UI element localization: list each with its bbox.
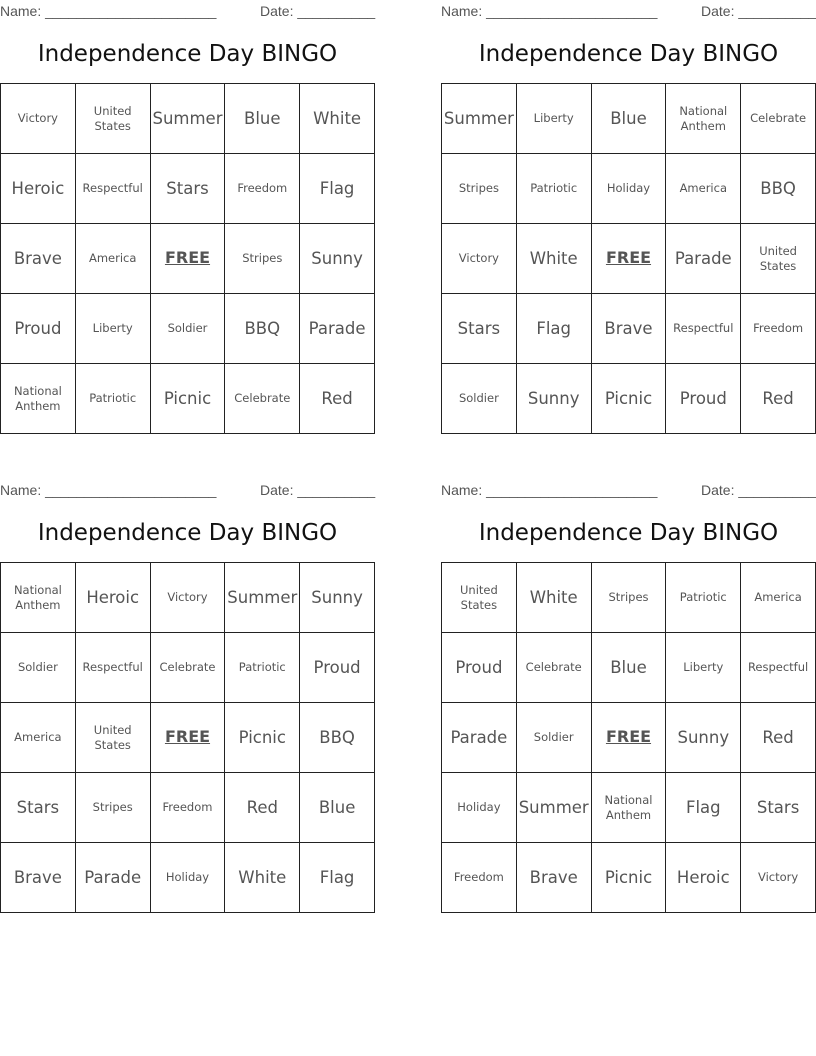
bingo-cell: Flag [666,773,741,843]
bingo-cell: Heroic [1,154,76,224]
bingo-cell: Patriotic [76,364,151,434]
bingo-cell: Blue [300,773,375,843]
bingo-cell: Summer [442,84,517,154]
free-space-cell: FREE [592,224,667,294]
bingo-cell: Sunny [300,224,375,294]
bingo-cell: America [666,154,741,224]
bingo-cell: Red [300,364,375,434]
name-date-row [441,479,816,501]
bingo-grid [441,562,816,913]
bingo-cell: America [741,563,816,633]
bingo-card [0,0,376,413]
bingo-cell: Liberty [76,294,151,364]
bingo-cell: Parade [300,294,375,364]
date-field-label: Date: __________ [701,3,816,19]
bingo-cell: Stars [1,773,76,843]
bingo-cell: United States [442,563,517,633]
date-field-label: Date: __________ [701,482,816,498]
bingo-grid [0,562,375,913]
card-title: Independence Day BINGO [37,520,338,546]
bingo-cell: National Anthem [1,364,76,434]
bingo-cell: America [76,224,151,294]
bingo-cell: Brave [1,843,76,913]
bingo-cell: Liberty [517,84,592,154]
bingo-card [441,479,816,887]
name-field-label: Name: ______________________ [441,482,658,498]
bingo-cell: Soldier [442,364,517,434]
name-field-label: Name: ______________________ [0,3,217,19]
bingo-cell: America [1,703,76,773]
bingo-cell: Sunny [300,563,375,633]
bingo-cell: White [300,84,375,154]
bingo-cell: Flag [300,154,375,224]
bingo-cell: Proud [1,294,76,364]
bingo-cell: Picnic [592,364,667,434]
bingo-cell: White [225,843,300,913]
name-date-row [441,0,816,22]
bingo-cell: Proud [666,364,741,434]
bingo-cell: White [517,563,592,633]
bingo-cell: Freedom [442,843,517,913]
bingo-cell: Soldier [517,703,592,773]
bingo-cell: BBQ [300,703,375,773]
bingo-cell: Sunny [666,703,741,773]
bingo-cell: Heroic [666,843,741,913]
bingo-cell: Summer [517,773,592,843]
bingo-cell: Celebrate [741,84,816,154]
bingo-cell: Parade [76,843,151,913]
bingo-cell: Freedom [741,294,816,364]
bingo-cell: Flag [300,843,375,913]
bingo-cell: Soldier [1,633,76,703]
bingo-cell: Stars [151,154,226,224]
bingo-cell: Respectful [666,294,741,364]
date-field-label: Date: __________ [260,482,376,498]
bingo-cell: Brave [592,294,667,364]
bingo-cell: Summer [225,563,300,633]
name-date-row [0,479,376,501]
bingo-cell: Soldier [151,294,226,364]
name-field-label: Name: ______________________ [441,3,658,19]
bingo-cell: Patriotic [666,563,741,633]
bingo-cell: Stripes [592,563,667,633]
bingo-grid [0,83,375,434]
bingo-cell: Freedom [151,773,226,843]
bingo-cell: Red [225,773,300,843]
bingo-cell: United States [76,84,151,154]
bingo-cell: Heroic [76,563,151,633]
bingo-cell: Victory [1,84,76,154]
bingo-cell: Red [741,364,816,434]
bingo-cell: Picnic [151,364,226,434]
bingo-cell: BBQ [225,294,300,364]
free-space-cell: FREE [151,224,226,294]
card-title: Independence Day BINGO [478,41,779,67]
bingo-cell: Red [741,703,816,773]
bingo-cell: United States [741,224,816,294]
bingo-cell: Victory [741,843,816,913]
bingo-cell: Celebrate [225,364,300,434]
bingo-cell: Victory [151,563,226,633]
bingo-cell: Celebrate [151,633,226,703]
bingo-cell: Respectful [741,633,816,703]
bingo-grid [441,83,816,434]
bingo-cell: Victory [442,224,517,294]
bingo-cell: Stripes [225,224,300,294]
bingo-cell: Holiday [442,773,517,843]
bingo-cell: Summer [151,84,226,154]
bingo-card [0,479,376,887]
bingo-cell: Blue [592,84,667,154]
name-date-row [0,0,376,22]
free-space-cell: FREE [592,703,667,773]
bingo-cell: Patriotic [517,154,592,224]
bingo-cell: BBQ [741,154,816,224]
bingo-cell: Stripes [442,154,517,224]
bingo-cell: Respectful [76,633,151,703]
bingo-cell: Proud [442,633,517,703]
date-field-label: Date: __________ [260,3,376,19]
free-space-cell: FREE [151,703,226,773]
bingo-cell: Stars [442,294,517,364]
bingo-cell: Flag [517,294,592,364]
bingo-cell: Brave [517,843,592,913]
bingo-cell: National Anthem [666,84,741,154]
bingo-cell: Parade [442,703,517,773]
name-field-label: Name: ______________________ [0,482,217,498]
bingo-card [441,0,816,408]
card-title: Independence Day BINGO [37,41,338,67]
bingo-cell: Blue [592,633,667,703]
bingo-cell: Proud [300,633,375,703]
bingo-cell: United States [76,703,151,773]
bingo-cell: White [517,224,592,294]
bingo-cell: Liberty [666,633,741,703]
bingo-cell: Celebrate [517,633,592,703]
bingo-cell: Holiday [151,843,226,913]
bingo-cell: Parade [666,224,741,294]
bingo-cell: Blue [225,84,300,154]
bingo-cell: Freedom [225,154,300,224]
bingo-cell: Stripes [76,773,151,843]
card-title: Independence Day BINGO [478,520,779,546]
bingo-cell: Respectful [76,154,151,224]
bingo-cell: Picnic [225,703,300,773]
bingo-cell: Patriotic [225,633,300,703]
bingo-cell: National Anthem [1,563,76,633]
bingo-cell: Stars [741,773,816,843]
bingo-cell: Brave [1,224,76,294]
bingo-cell: Holiday [592,154,667,224]
bingo-cell: National Anthem [592,773,667,843]
bingo-cell: Sunny [517,364,592,434]
bingo-cell: Picnic [592,843,667,913]
